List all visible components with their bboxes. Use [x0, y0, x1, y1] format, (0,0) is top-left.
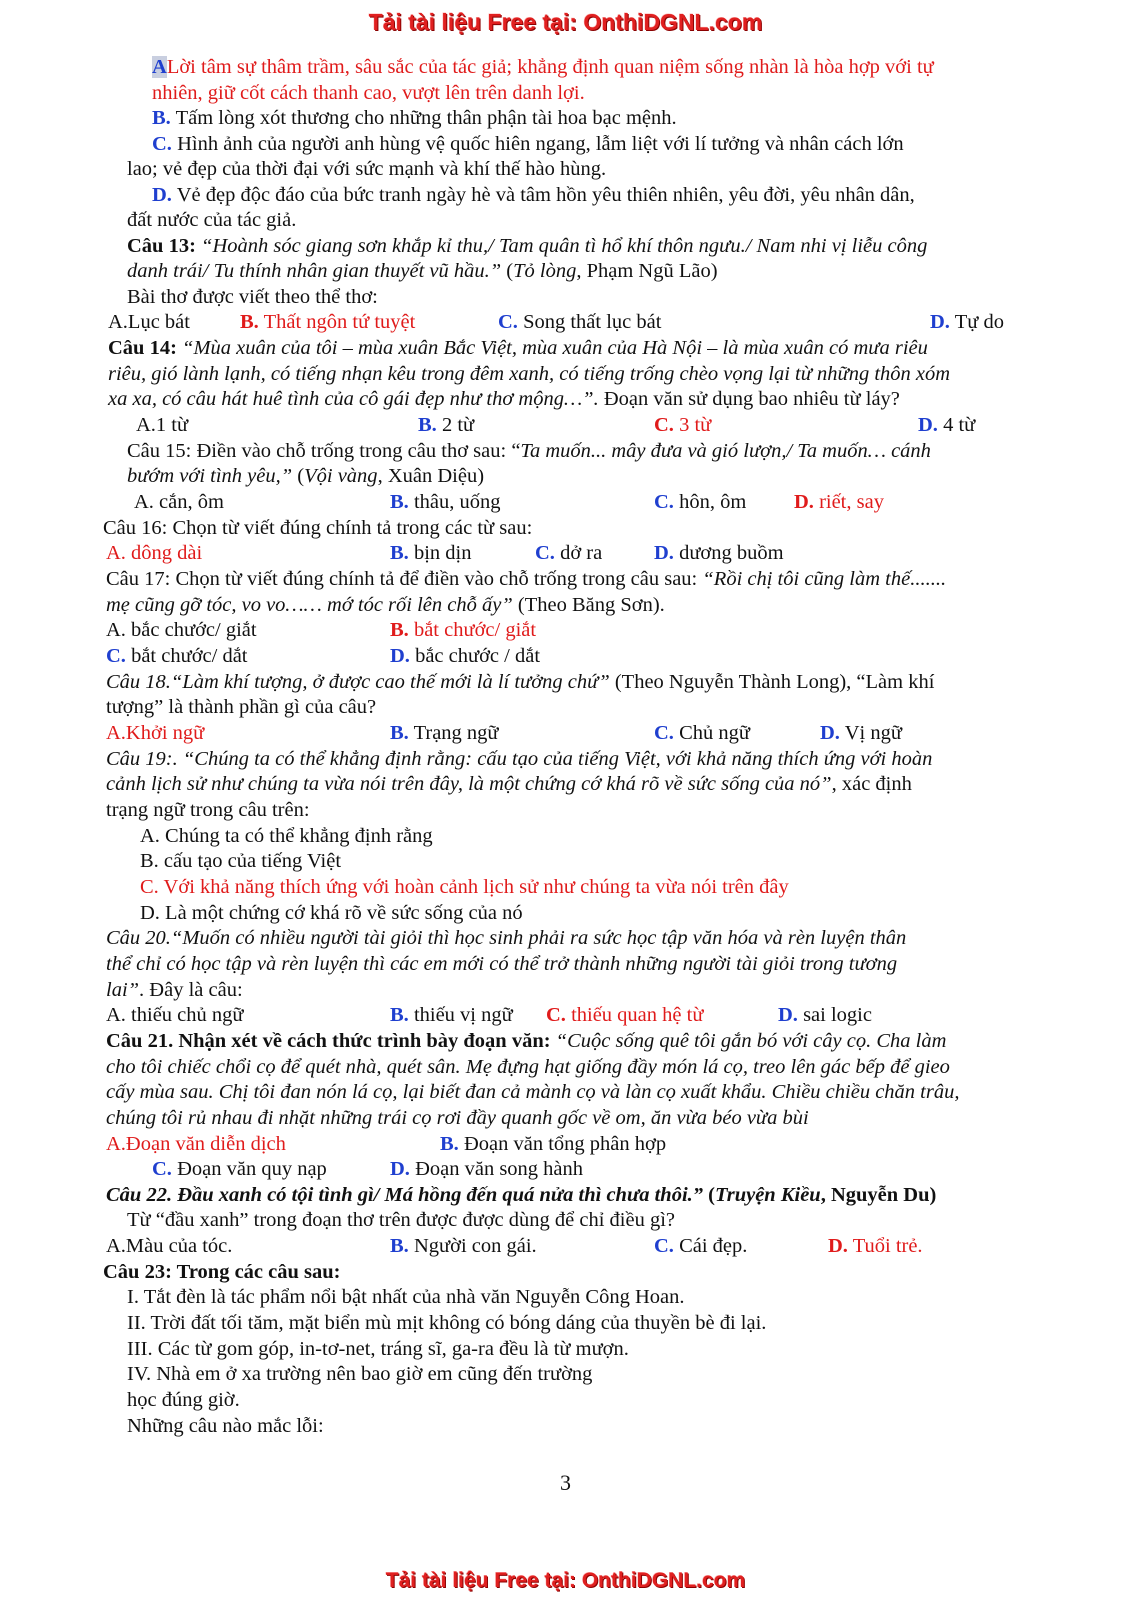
q19-option-b[interactable]: B. cấu tạo của tiếng Việt: [140, 850, 342, 872]
q22-option-a[interactable]: A.Màu của tóc.: [106, 1235, 233, 1257]
q23-statement-1: I. Tắt đèn là tác phẩm nổi bật nhất của nhà văn Nguyễn Công Hoan.: [127, 1286, 685, 1308]
q12-option-a-letter[interactable]: A: [152, 56, 167, 78]
q16-option-b[interactable]: B. bịn dịn: [390, 542, 472, 564]
q16-options: [0, 540, 1131, 566]
q21-question-line3: cấy mùa sau. Chị tôi đan nón lá cọ, lại biết đan cả mành cọ và làn cọ xuất khẩu. Chiều chiều chăn trâu,: [106, 1081, 960, 1103]
q17-question-line2: mẹ cũng gỡ tóc, vo vo…… mớ tóc rối lên chỗ ấy” (Theo Băng Sơn).: [106, 594, 665, 616]
q21-option-c[interactable]: C. Đoạn văn quy nạp: [152, 1158, 327, 1180]
q16-option-a[interactable]: A. dông dài: [106, 542, 203, 564]
q17-option-a[interactable]: A. bắc chước/ giắt: [106, 619, 257, 641]
page-number: 3: [560, 1470, 571, 1495]
q20-question-line2: thể chỉ có học tập và rèn luyện thì các em mới có thể trở thành những người tài giỏi trong tương: [106, 953, 898, 975]
q18-option-c[interactable]: C. Chủ ngữ: [654, 722, 750, 744]
q13-question-line1: Câu 13: “Hoành sóc giang sơn khắp kỉ thu,/ Tam quân tì hổ khí thôn ngưu./ Nam nhi vị liễu công: [127, 235, 928, 257]
q22-option-b[interactable]: B. Người con gái.: [390, 1235, 537, 1257]
q14-question-line1: Câu 14: “Mùa xuân của tôi – mùa xuân Bắc Việt, mùa xuân của Hà Nội – là mùa xuân có mưa riêu: [108, 337, 928, 359]
q17-option-c[interactable]: C. bắt chước/ dắt: [106, 645, 248, 667]
q13-option-d[interactable]: D. Tự do: [930, 311, 1004, 333]
q23-statement-4-line1: IV. Nhà em ở xa trường nên bao giờ em cũng đến trường: [127, 1363, 593, 1385]
q18-question-line2: tượng” là thành phần gì của câu?: [106, 696, 377, 718]
q17-option-d[interactable]: D. bắc chước / dắt: [390, 645, 541, 667]
q18-option-b[interactable]: B. Trạng ngữ: [390, 722, 499, 744]
q19-option-a[interactable]: A. Chúng ta có thể khẳng định rằng: [140, 825, 433, 847]
q21-options-row2: [0, 1156, 1131, 1182]
q15-options: [0, 489, 1131, 515]
q15-option-b[interactable]: B. thâu, uống: [390, 491, 501, 513]
q23-statement-3: III. Các từ gom góp, in-tơ-net, tráng sĩ, ga-ra đều là từ mượn.: [127, 1338, 629, 1360]
q15-question-line2: bướm với tình yêu,” (Vội vàng, Xuân Diệu): [127, 465, 485, 487]
q17-options-row1: [0, 617, 1131, 643]
q15-question-line1: Câu 15: Điền vào chỗ trống trong câu thơ sau: “Ta muốn... mây đưa và gió lượn,/ Ta muốn… cánh: [127, 440, 931, 462]
q13-option-c[interactable]: C. Song thất lục bát: [498, 311, 662, 333]
q22-option-c[interactable]: C. Cái đẹp.: [654, 1235, 748, 1257]
q13-prompt: Bài thơ được viết theo thể thơ:: [127, 286, 378, 308]
q16-option-c[interactable]: C. dở ra: [535, 542, 603, 564]
q14-question-line2: riêu, gió lành lạnh, có tiếng nhạn kêu trong đêm xanh, có tiếng trống chèo vọng lại từ những thôn xóm: [108, 363, 951, 385]
q23-prompt: Những câu nào mắc lỗi:: [127, 1415, 324, 1437]
q22-question-line2: Từ “đầu xanh” trong đoạn thơ trên được được dùng để chỉ điều gì?: [127, 1209, 676, 1231]
q20-option-a[interactable]: A. thiếu chủ ngữ: [106, 1004, 244, 1026]
q14-options: [0, 412, 1131, 438]
q12-option-d-line1[interactable]: D. Vẻ đẹp độc đáo của bức tranh ngày hè và tâm hồn yêu thiên nhiên, yêu đời, yêu nhân dân,: [152, 184, 915, 206]
q18-option-d[interactable]: D. Vị ngữ: [820, 722, 902, 744]
q13-option-a[interactable]: A.Lục bát: [108, 311, 190, 333]
q13-options: [0, 309, 1131, 335]
q12-option-a-line2: nhiên, giữ cốt cách thanh cao, vượt lên trên danh lợi.: [152, 82, 585, 104]
q21-options-row1: [0, 1131, 1131, 1157]
q21-question-line2: cho tôi chiếc chổi cọ để quét nhà, quét sân. Mẹ đựng hạt giống đầy món lá cọ, treo lên gác bếp để gieo: [106, 1056, 950, 1078]
q19-question-line3: trạng ngữ trong câu trên:: [106, 799, 310, 821]
q12-option-c-line1[interactable]: C. Hình ảnh của người anh hùng vệ quốc hiên ngang, lẫm liệt với lí tưởng và nhân cách lớn: [152, 133, 904, 155]
q22-options: [0, 1233, 1131, 1259]
q14-option-c[interactable]: C. 3 từ: [654, 414, 712, 436]
q17-options-row2: [0, 643, 1131, 669]
q20-option-c[interactable]: C. thiếu quan hệ từ: [546, 1004, 704, 1026]
q15-option-a[interactable]: A. cắn, ôm: [134, 491, 224, 513]
page-header: Tải tài liệu Free tại: OnthiDGNL.com: [368, 9, 763, 35]
q20-option-b[interactable]: B. thiếu vị ngữ: [390, 1004, 513, 1026]
q14-option-a[interactable]: A.1 từ: [136, 414, 189, 436]
q12-option-a-line1: ALời tâm sự thâm trầm, sâu sắc của tác giả; khẳng định quan niệm sống nhàn là hòa hợp với tự: [152, 56, 934, 78]
q21-question-line1: Câu 21. Nhận xét về cách thức trình bày đoạn văn: “Cuộc sống quê tôi gắn bó với cây cọ. Cha làm: [106, 1030, 947, 1052]
q20-options: [0, 1002, 1131, 1028]
q14-option-d[interactable]: D. 4 từ: [918, 414, 976, 436]
q18-option-a[interactable]: A.Khởi ngữ: [106, 722, 205, 744]
q19-option-d[interactable]: D. Là một chứng cớ khá rõ về sức sống của nó: [140, 902, 523, 924]
q15-option-d[interactable]: D. riết, say: [794, 491, 884, 513]
q22-question-line1: Câu 22. Đầu xanh có tội tình gì/ Má hồng đến quá nửa thì chưa thôi.” (Truyện Kiều, Nguyễn Du): [106, 1184, 937, 1206]
q23-question: Câu 23: Trong các câu sau:: [103, 1261, 341, 1283]
q15-option-c[interactable]: C. hôn, ôm: [654, 491, 747, 513]
q16-option-d[interactable]: D. dương buồm: [654, 542, 784, 564]
q19-question-line1: Câu 19:. “Chúng ta có thể khẳng định rằng: cấu tạo của tiếng Việt, với khả năng thích ứng với hoàn: [106, 748, 933, 770]
q13-option-b[interactable]: B. Thất ngôn tứ tuyệt: [240, 311, 416, 333]
q17-option-b[interactable]: B. bắt chước/ giắt: [390, 619, 537, 641]
q23-statement-4-line2: học đúng giờ.: [127, 1389, 240, 1411]
q12-option-d-line2: đất nước của tác giả.: [127, 209, 297, 231]
q18-question-line1: Câu 18.“Làm khí tượng, ở được cao thế mới là lí tưởng chứ” (Theo Nguyễn Thành Long), “Làm khí: [106, 671, 935, 693]
q20-option-d[interactable]: D. sai logic: [778, 1004, 872, 1026]
q20-question-line1: Câu 20.“Muốn có nhiều người tài giỏi thì học sinh phải ra sức học tập văn hóa và rèn luyện thân: [106, 927, 907, 949]
q14-option-b[interactable]: B. 2 từ: [418, 414, 475, 436]
q12-option-c-line2: lao; vẻ đẹp của thời đại với sức mạnh và khí thế hào hùng.: [127, 158, 607, 180]
q21-question-line4: chúng tôi rủ nhau đi nhặt những trái cọ rơi đầy quanh gốc về om, ăn vừa béo vừa bùi: [106, 1107, 809, 1129]
q21-option-a[interactable]: A.Đoạn văn diễn dịch: [106, 1133, 286, 1155]
q20-question-line3: lai”. Đây là câu:: [106, 979, 243, 1001]
q21-option-b[interactable]: B. Đoạn văn tổng phân hợp: [440, 1133, 667, 1155]
q19-option-c[interactable]: C. Với khả năng thích ứng với hoàn cảnh lịch sử như chúng ta vừa nói trên đây: [140, 876, 789, 898]
q12-option-b[interactable]: B. Tấm lòng xót thương cho những thân phận tài hoa bạc mệnh.: [152, 107, 677, 129]
q21-option-d[interactable]: D. Đoạn văn song hành: [390, 1158, 584, 1180]
q23-statement-2: II. Trời đất tối tăm, mặt biển mù mịt không có bóng dáng của thuyền bè đi lại.: [127, 1312, 767, 1334]
q19-question-line2: cảnh lịch sử như chúng ta vừa nói trên đây, là một chứng cớ khá rõ về sức sống của nó”, xác định: [106, 773, 912, 795]
q14-question-line3: xa xa, có câu hát huê tình của cô gái đẹp như thơ mộng…”. Đoạn văn sử dụng bao nhiêu từ láy?: [108, 388, 900, 410]
q13-question-line2: danh trái/ Tu thính nhân gian thuyết vũ hầu.” (Tỏ lòng, Phạm Ngũ Lão): [127, 260, 718, 282]
q16-question: Câu 16: Chọn từ viết đúng chính tả trong các từ sau:: [103, 517, 533, 539]
q18-options: [0, 720, 1131, 746]
q22-option-d[interactable]: D. Tuổi trẻ.: [828, 1235, 923, 1257]
q17-question-line1: Câu 17: Chọn từ viết đúng chính tả để điền vào chỗ trống trong câu sau: “Rồi chị tôi cũng làm thế.......: [106, 568, 947, 590]
page-footer: Tải tài liệu Free tại: OnthiDGNL.com: [385, 1569, 746, 1592]
